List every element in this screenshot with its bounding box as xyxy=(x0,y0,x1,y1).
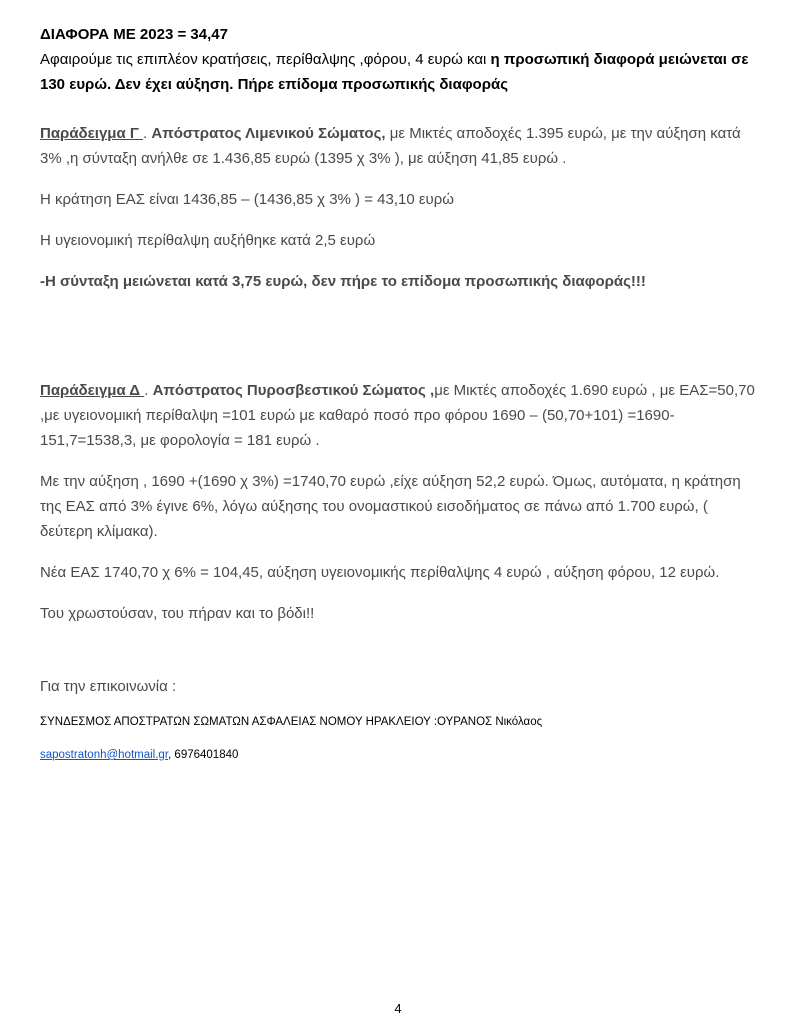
document-page xyxy=(40,20,760,764)
example-c-subject: Απόστρατος Λιμενικού Σώματος, xyxy=(151,125,386,142)
example-c-line2: Η κράτηση ΕΑΣ είναι 1436,85 – (1436,85 χ 3% ) = 43,10 ευρώ xyxy=(40,191,454,208)
contact-organization: ΣΥΝΔΕΣΜΟΣ ΑΠΟΣΤΡΑΤΩΝ ΣΩΜΑΤΩΝ ΑΣΦΑΛΕΙΑΣ ΝΟΜΟΥ ΗΡΑΚΛΕΙΟΥ :ΟΥΡΑΝΟΣ Νικόλαος xyxy=(40,716,543,728)
example-c-line3: Η υγειονομική περίθαλψη αυξήθηκε κατά 2,5 ευρώ xyxy=(40,232,376,249)
example-c-text: με Μικτές αποδοχές 1.395 ευρώ, με την αύξηση κατά 3% ,η σύνταξη ανήλθε σε 1.436,85 ευρώ (1395 χ 3% ), με αύξηση 41,85 ευρώ . xyxy=(40,125,741,167)
intro-paragraph xyxy=(40,47,760,97)
example-d-paragraph xyxy=(40,378,760,453)
example-d-subject: Απόστρατος Πυροσβεστικού Σώματος , xyxy=(152,382,435,399)
example-c-label: Παράδειγμα Γ xyxy=(40,125,144,142)
page-number: 4 xyxy=(394,1001,402,1016)
contact-phone: , 6976401840 xyxy=(168,749,239,761)
example-c-conclusion: -Η σύνταξη μειώνεται κατά 3,75 ευρώ, δεν πήρε το επίδομα προσωπικής διαφοράς!!! xyxy=(40,273,646,290)
example-d-sep: . xyxy=(144,382,153,399)
page-heading: ΔΙΑΦΟΡΑ ΜΕ 2023 = 34,47 xyxy=(40,26,228,43)
example-d-para3: Νέα ΕΑΣ 1740,70 χ 6% = 104,45, αύξηση υγειονομικής περίθαλψης 4 ευρώ , αύξηση φόρου, 12 ευρώ. xyxy=(40,564,720,581)
intro-bold: η προσωπική διαφορά μειώνεται σε 130 ευρώ. Δεν έχει αύξηση. Πήρε επίδομα προσωπικής διαφοράς xyxy=(40,51,749,93)
example-d-text: με Μικτές αποδοχές 1.690 ευρώ , με ΕΑΣ=50,70 ,με υγειονομική περίθαλψη =101 ευρώ με καθαρό ποσό προ φόρου 1690 – (50,70+101) =1690-151,7=1538,3, με φορολογία = 181 ευρώ . xyxy=(40,382,755,449)
contact-label: Για την επικοινωνία : xyxy=(40,678,177,695)
example-d-label: Παράδειγμα Δ xyxy=(40,382,145,399)
example-d-para4: Του χρωστούσαν, του πήραν και το βόδι!! xyxy=(40,605,315,622)
contact-email-link[interactable]: sapostratonh@hotmail.gr xyxy=(40,749,169,761)
contact-details xyxy=(40,746,760,764)
example-d-para2: Με την αύξηση , 1690 +(1690 χ 3%) =1740,70 ευρώ ,είχε αύξηση 52,2 ευρώ. Όμως, αυτόματα, η κράτηση της ΕΑΣ από 3% έγινε 6%, λόγω αύξησης του ονομαστικού εισοδήματος σε πάνω από 1.700 ευρώ, ( δεύτερη κλίμακα). xyxy=(40,473,741,540)
example-c-sep: . xyxy=(143,125,152,142)
example-c-paragraph xyxy=(40,121,760,171)
intro-text: Αφαιρούμε τις επιπλέον κρατήσεις, περίθαλψης ,φόρου, 4 ευρώ και xyxy=(40,51,491,68)
